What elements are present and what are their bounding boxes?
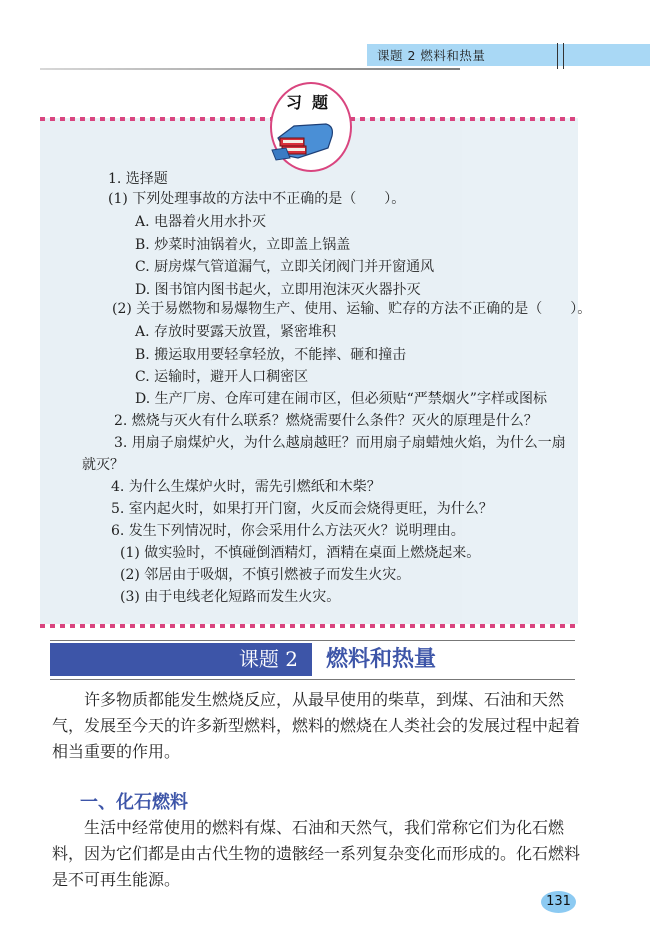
running-header-rule xyxy=(40,68,460,70)
exercise-q1-2-option-c: C. 运输时，避开人口稠密区 xyxy=(135,369,309,385)
exercise-q1-1-option-c: C. 厨房煤气管道漏气，立即关闭阀门并开窗通风 xyxy=(135,259,435,275)
section-title: 燃料和热量 xyxy=(326,647,437,672)
running-header-label: 课题 2 燃料和热量 xyxy=(377,48,486,63)
running-header-divider xyxy=(557,43,564,69)
exercise-q6: 6. 发生下列情况时，你会采用什么方法灭火？说明理由。 xyxy=(111,523,465,539)
exercise-q6-1: (1) 做实验时，不慎碰倒酒精灯，酒精在桌面上燃烧起来。 xyxy=(120,545,481,561)
subsection-heading: 一、化石燃料 xyxy=(80,792,188,813)
exercise-q1-2: (2) 关于易燃物和易爆物生产、使用、运输、贮存的方法不正确的是（ ）。 xyxy=(112,301,592,317)
exercise-q1-1-option-b: B. 炒菜时油锅着火，立即盖上锅盖 xyxy=(135,237,351,253)
exercise-badge-title: 习题 xyxy=(285,93,338,112)
exercise-q3-continued: 就灭？ xyxy=(82,457,124,473)
fossil-fuel-paragraph: 生活中经常使用的燃料有煤、石油和天然气，我们常称它们为化石燃料，因为它们都是由古代生物的遗骸经一系列复杂变化而形成的。化石燃料是不可再生能源。 xyxy=(52,818,581,889)
intro-paragraph: 许多物质都能发生燃烧反应，从最早使用的柴草，到煤、石油和天然气，发展至今天的许多新型燃料，燃料的燃烧在人类社会的发展过程中起着相当重要的作用。 xyxy=(52,690,581,761)
dotted-border-bottom xyxy=(40,624,576,628)
exercise-q1-1-option-a: A. 电器着火用水扑灭 xyxy=(135,214,267,230)
exercise-q1-2-option-a: A. 存放时要露天放置，紧密堆积 xyxy=(135,324,337,340)
exercise-q1-2-option-d: D. 生产厂房、仓库可建在闹市区，但必须贴“严禁烟火”字样或图标 xyxy=(135,391,547,407)
section-number: 课题 2 xyxy=(50,643,312,676)
exercise-q1-heading: 1. 选择题 xyxy=(108,171,168,187)
running-header xyxy=(367,44,650,66)
exercise-q3: 3. 用扇子扇煤炉火，为什么越扇越旺？而用扇子扇蜡烛火焰，为什么一扇 xyxy=(114,435,566,451)
exercise-q2: 2. 燃烧与灭火有什么联系？燃烧需要什么条件？灭火的原理是什么？ xyxy=(114,413,538,429)
exercise-q1-1: (1) 下列处理事故的方法中不正确的是（ ）。 xyxy=(108,191,406,207)
section-banner xyxy=(50,640,575,680)
exercise-q6-3: (3) 由于电线老化短路而发生火灾。 xyxy=(120,589,341,605)
exercise-q1-2-option-b: B. 搬运取用要轻拿轻放，不能摔、砸和撞击 xyxy=(135,347,407,363)
exercise-q6-2: (2) 邻居由于吸烟，不慎引燃被子而发生火灾。 xyxy=(120,567,411,583)
exercise-q4: 4. 为什么生煤炉火时，需先引燃纸和木柴？ xyxy=(111,479,381,495)
school-bag-icon xyxy=(268,118,338,162)
page-number: 131 xyxy=(541,891,576,913)
exercise-q1-1-option-d: D. 图书馆内图书起火，立即用泡沫灭火器扑灭 xyxy=(135,282,421,298)
exercise-q5: 5. 室内起火时，如果打开门窗，火反而会烧得更旺，为什么？ xyxy=(111,501,493,517)
